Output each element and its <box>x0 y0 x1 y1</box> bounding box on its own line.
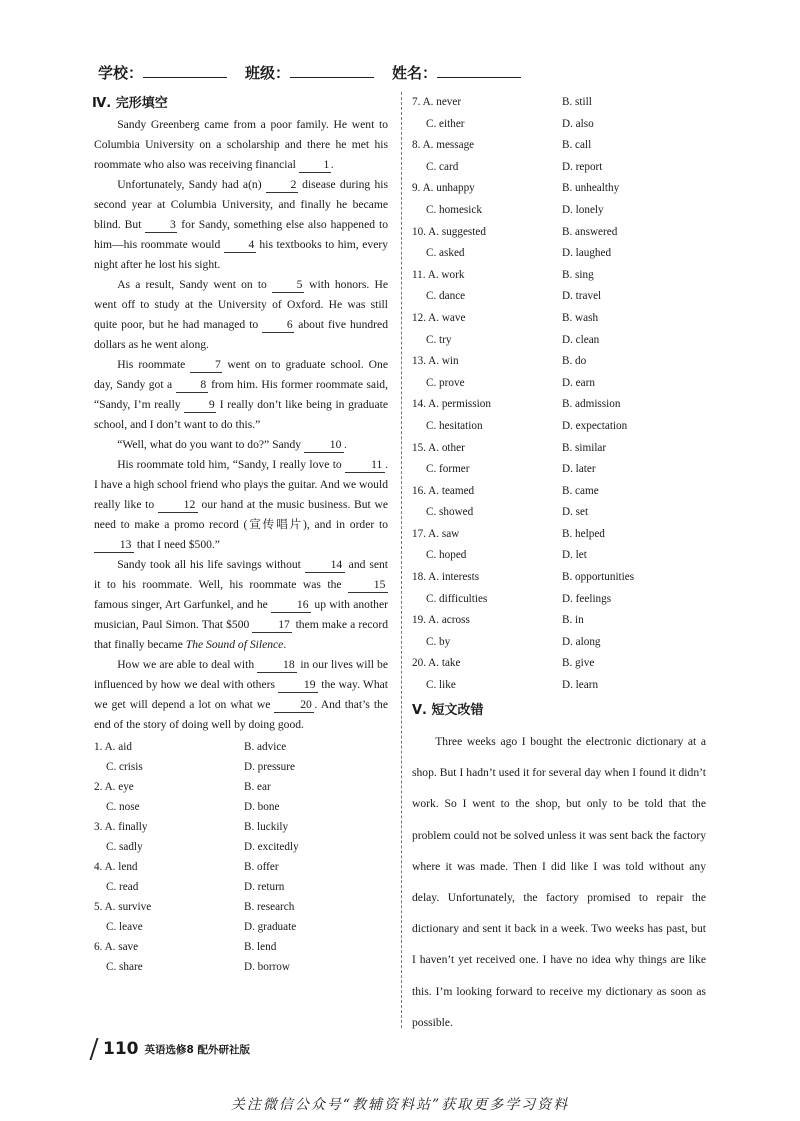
option-b[interactable]: B. offer <box>244 861 279 873</box>
option-row <box>94 777 388 797</box>
blank-2[interactable]: 2 <box>266 178 298 193</box>
option-row <box>412 178 712 200</box>
option-a[interactable]: 2. A. eye <box>94 781 134 793</box>
option-row <box>412 265 712 287</box>
option-d[interactable]: D. borrow <box>244 961 290 973</box>
cloze-paragraph: How we are able to deal with 18 in our lives will be influenced by how we deal with others 19 the way. What we get will depend a lot on what we 20 . And that’s the end of the story of doing well by doing good. <box>94 658 388 731</box>
option-row <box>412 135 712 157</box>
name-field <box>392 62 521 83</box>
option-row <box>412 114 712 136</box>
cloze-section <box>94 92 388 977</box>
option-a[interactable]: 5. A. survive <box>94 901 152 913</box>
option-b[interactable]: B. admission <box>562 398 621 411</box>
option-c[interactable]: C. showed <box>426 506 474 519</box>
option-row <box>412 459 712 481</box>
option-d[interactable]: D. along <box>562 635 601 648</box>
blank-20[interactable]: 20 <box>274 698 314 713</box>
blank-1[interactable]: 1 <box>299 158 331 173</box>
option-d[interactable]: D. graduate <box>244 921 297 933</box>
class-label: 班级： <box>245 64 291 82</box>
option-d[interactable]: D. travel <box>562 290 602 303</box>
option-b[interactable]: B. lend <box>244 941 277 953</box>
option-d[interactable]: D. lonely <box>562 203 604 216</box>
option-row <box>412 92 712 114</box>
option-row <box>412 567 712 589</box>
option-row <box>412 416 712 438</box>
blank-16[interactable]: 16 <box>271 598 311 613</box>
option-row <box>412 675 712 697</box>
school-blank <box>143 65 227 78</box>
option-d[interactable]: D. pressure <box>244 761 295 773</box>
option-d[interactable]: D. excitedly <box>244 841 299 853</box>
option-a[interactable]: 7. A. never <box>412 96 462 108</box>
option-a[interactable]: 6. A. save <box>94 941 139 953</box>
option-row <box>94 837 388 857</box>
option-d[interactable]: D. bone <box>244 801 280 813</box>
option-row <box>412 653 712 675</box>
option-b[interactable]: B. unhealthy <box>562 182 620 195</box>
option-a[interactable]: 12. A. wave <box>412 311 466 324</box>
option-row <box>412 200 712 222</box>
blank-19[interactable]: 19 <box>278 678 318 693</box>
option-d[interactable]: D. later <box>562 463 596 476</box>
option-d[interactable]: D. let <box>562 549 587 562</box>
option-d[interactable]: D. laughed <box>562 247 612 260</box>
option-c[interactable]: C. asked <box>426 247 465 260</box>
option-d[interactable]: D. set <box>562 506 589 519</box>
options-left <box>94 737 388 977</box>
option-c[interactable]: C. hesitation <box>426 419 483 432</box>
option-row <box>412 222 712 244</box>
option-d[interactable]: D. return <box>244 881 285 893</box>
blank-10[interactable]: 10 <box>304 438 344 453</box>
option-b[interactable]: B. still <box>562 96 592 108</box>
blank-7[interactable]: 7 <box>190 358 222 373</box>
option-row <box>94 817 388 837</box>
page-number: 110 <box>103 1039 139 1059</box>
blank-14[interactable]: 14 <box>305 558 345 573</box>
option-row <box>412 330 712 352</box>
option-b[interactable]: B. opportunities <box>562 571 635 584</box>
blank-5[interactable]: 5 <box>272 278 304 293</box>
option-c[interactable]: C. former <box>426 463 470 476</box>
blank-8[interactable]: 8 <box>176 378 208 393</box>
blank-6[interactable]: 6 <box>262 318 294 333</box>
option-a[interactable]: 9. A. unhappy <box>412 182 475 195</box>
option-c[interactable]: C. leave <box>106 921 143 933</box>
school-field <box>98 62 227 83</box>
song-title: The Sound of Silence <box>185 638 284 651</box>
option-b[interactable]: B. do <box>562 355 587 368</box>
option-b[interactable]: B. in <box>562 614 584 627</box>
cloze-paragraph: Unfortunately, Sandy had a(n) 2 disease during his second year at Columbia University, and finally he became blind. But 3 for Sandy, something else also happened to him—his roommate would 4 his textbooks to him, every night after he lost his sight. <box>94 178 389 271</box>
option-row <box>412 373 712 395</box>
option-b[interactable]: B. helped <box>562 527 605 540</box>
option-a[interactable]: 17. A. saw <box>412 527 460 540</box>
option-c[interactable]: C. homesick <box>426 203 482 216</box>
blank-11[interactable]: 11 <box>345 458 385 473</box>
option-a[interactable]: 4. A. lend <box>94 861 138 873</box>
class-field <box>245 62 374 83</box>
option-d[interactable]: D. clean <box>562 333 600 346</box>
option-row <box>94 957 388 977</box>
option-a[interactable]: 15. A. other <box>412 441 465 454</box>
blank-12[interactable]: 12 <box>158 498 198 513</box>
cloze-paragraph: Sandy took all his life savings without 14 and sent it to his roommate. Well, his roommate was the 15 famous singer, Art Garfunkel, and he 16 up with another musician, Paul Simon. That $500 17 them make a record that finally became The Sound of Silence. <box>94 558 389 651</box>
option-b[interactable]: B. ear <box>244 781 271 793</box>
option-d[interactable]: D. report <box>562 160 603 173</box>
option-d[interactable]: D. feelings <box>562 592 612 605</box>
option-a[interactable]: 8. A. message <box>412 139 475 152</box>
cloze-paragraph: “Well, what do you want to do?” Sandy 10 . <box>117 438 347 451</box>
option-a[interactable]: 1. A. aid <box>94 741 132 753</box>
option-d[interactable]: D. learn <box>562 679 599 692</box>
option-a[interactable]: 18. A. interests <box>412 571 480 584</box>
option-c[interactable]: C. share <box>106 961 143 973</box>
right-column <box>412 92 712 718</box>
name-blank <box>437 65 521 78</box>
option-b[interactable]: B. answered <box>562 225 618 238</box>
option-b[interactable]: B. research <box>244 901 295 913</box>
option-b[interactable]: B. wash <box>562 311 599 324</box>
option-c[interactable]: C. like <box>426 679 456 692</box>
option-c[interactable]: C. read <box>106 881 139 893</box>
section4-title: Ⅳ. 完形填空 <box>92 96 168 111</box>
option-row <box>412 632 712 654</box>
option-row <box>412 308 712 330</box>
footer-slash <box>89 1038 98 1060</box>
option-a[interactable]: 10. A. suggested <box>412 225 486 238</box>
class-blank <box>290 65 374 78</box>
option-row <box>412 589 712 611</box>
option-b[interactable]: B. sing <box>562 268 594 281</box>
option-b[interactable]: B. call <box>562 139 592 152</box>
option-row <box>412 243 712 265</box>
section5-title: Ⅴ. 短文改错 <box>412 702 484 718</box>
option-c[interactable]: C. crisis <box>106 761 143 773</box>
blank-18[interactable]: 18 <box>257 658 297 673</box>
option-c[interactable]: C. prove <box>426 376 465 389</box>
option-row <box>94 857 388 877</box>
book-title: 英语选修8 配外研社版 <box>144 1043 250 1056</box>
option-c[interactable]: C. either <box>426 117 465 130</box>
option-row <box>94 737 388 757</box>
option-c[interactable]: C. nose <box>106 801 140 813</box>
school-label: 学校： <box>98 64 144 82</box>
cloze-paragraph: His roommate told him, “Sandy, I really love to 11 . I have a high school friend who plays the guitar. And we would really like to 12 our hand at the music business. But we need to make a promo record (宣传唱片), and in order to 13 that I need $500.” <box>94 458 388 551</box>
cloze-paragraph: Sandy Greenberg came from a poor family. He went to Columbia University on a scholarship and there he met his roommate who also was receiving financial 1 . <box>94 118 388 171</box>
option-c[interactable]: C. difficulties <box>426 592 488 605</box>
option-c[interactable]: C. hoped <box>426 549 467 562</box>
blank-3[interactable]: 3 <box>145 218 177 233</box>
cloze-paragraph: As a result, Sandy went on to 5 with honors. He went off to study at the University of Oxford. He was still quite poor, but he had managed to 6 about five hundred dollars as he went along. <box>94 278 388 351</box>
option-row <box>412 481 712 503</box>
option-row <box>412 438 712 460</box>
option-row <box>412 502 712 524</box>
cloze-paragraph: His roommate 7 went on to graduate school. One day, Sandy got a 8 from him. His former roommate said, “Sandy, I’m really 9 I really don’t like being in graduate school, and I don’t want to do this.” <box>94 358 389 431</box>
option-row <box>412 545 712 567</box>
option-c[interactable]: C. dance <box>426 290 466 303</box>
option-row <box>94 797 388 817</box>
blank-17[interactable]: 17 <box>252 618 292 633</box>
blank-13[interactable]: 13 <box>94 538 134 553</box>
option-row <box>94 897 388 917</box>
name-label: 姓名： <box>392 64 438 82</box>
page-footer <box>93 1037 250 1061</box>
option-b[interactable]: B. advice <box>244 741 287 753</box>
option-row <box>412 610 712 632</box>
options-right <box>412 92 712 697</box>
option-d[interactable]: D. expectation <box>562 419 628 432</box>
option-row <box>94 877 388 897</box>
option-b[interactable]: B. came <box>562 484 599 497</box>
option-a[interactable]: 11. A. work <box>412 268 465 281</box>
option-row <box>412 157 712 179</box>
option-c[interactable]: C. by <box>426 635 451 648</box>
option-c[interactable]: C. card <box>426 160 459 173</box>
option-row <box>412 351 712 373</box>
option-a[interactable]: 16. A. teamed <box>412 484 475 497</box>
option-row <box>412 286 712 308</box>
option-d[interactable]: D. earn <box>562 376 595 389</box>
error-correction-passage: Three weeks ago I bought the electronic dictionary at a shop. But I hadn’t used it for several day when I found it didn’t work. So I went to the shop, but only to be told that the problem could not be solved unless it was sent back the factory where it was made. Then I did like I was told without any delay. Unfortunately, the factory promised to repair the dictionary and sent it back in a week. Two weeks has past, but I haven’t yet received one. I have no idea why things are like this. I’m looking forward to receive my dictionary as soon as possible. <box>412 735 706 1029</box>
option-a[interactable]: 14. A. permission <box>412 398 491 411</box>
option-row <box>412 524 712 546</box>
option-row <box>412 394 712 416</box>
column-divider <box>401 92 402 1028</box>
cloze-passage <box>94 115 388 735</box>
blank-9[interactable]: 9 <box>184 398 216 413</box>
option-a[interactable]: 13. A. win <box>412 355 459 368</box>
option-a[interactable]: 20. A. take <box>412 657 461 670</box>
promo-text: 关注微信公众号“教辅资料站”获取更多学习资料 <box>230 1097 570 1113</box>
option-a[interactable]: 19. A. across <box>412 614 470 627</box>
blank-15[interactable]: 15 <box>348 578 388 593</box>
option-d[interactable]: D. also <box>562 117 594 130</box>
blank-4[interactable]: 4 <box>224 238 256 253</box>
option-row <box>94 757 388 777</box>
option-b[interactable]: B. similar <box>562 441 607 454</box>
option-c[interactable]: C. try <box>426 333 452 346</box>
option-row <box>94 917 388 937</box>
option-c[interactable]: C. sadly <box>106 841 143 853</box>
option-a[interactable]: 3. A. finally <box>94 821 148 833</box>
option-b[interactable]: B. luckily <box>244 821 289 833</box>
option-b[interactable]: B. give <box>562 657 595 670</box>
option-row <box>94 937 388 957</box>
